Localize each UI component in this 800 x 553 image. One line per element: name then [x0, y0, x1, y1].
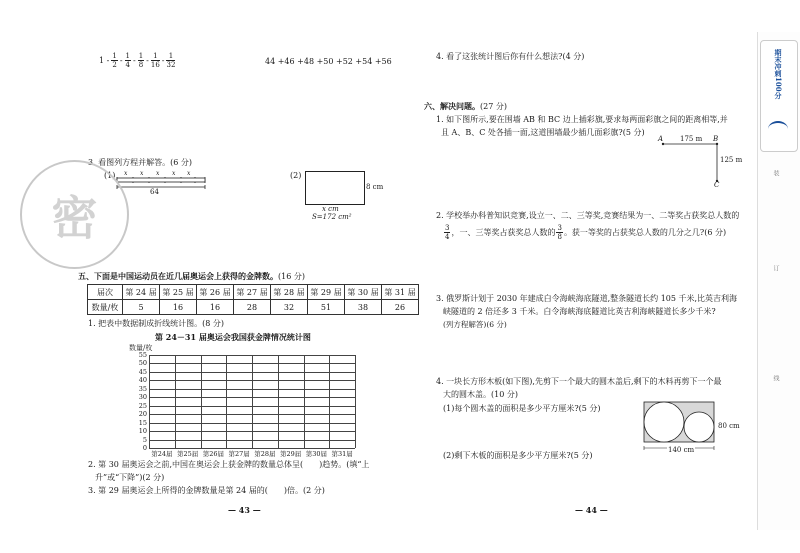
q3-part1-total: 64 — [150, 188, 159, 196]
wall-label-b: B — [713, 135, 719, 143]
y-tick-label: 10 — [138, 427, 147, 436]
table-value-cell: 26 — [382, 300, 419, 315]
y-tick-label: 5 — [142, 435, 147, 444]
page-number-left: — 43 — — [228, 505, 261, 515]
y-tick-label: 25 — [138, 401, 147, 410]
grid-horizontal-line — [149, 448, 355, 449]
wall-label-a: A — [658, 135, 664, 143]
section-6-text: 六、解决问题。 — [424, 101, 480, 111]
fraction-denominator: 8 — [138, 61, 144, 69]
chart-title: 第 24－31 届奥运会我国获金牌情况统计图 — [155, 332, 311, 342]
table-value-cell: 51 — [308, 300, 345, 315]
q3-segment-diagram — [115, 168, 210, 198]
x-tick-label: 第30届 — [305, 450, 328, 458]
fraction-numerator: 1 — [166, 52, 175, 61]
fraction — [138, 52, 144, 69]
q3-rect-side: 8 cm — [366, 183, 384, 191]
section-5-title — [78, 270, 305, 283]
watermark-stamp — [20, 160, 129, 269]
x-tick-label: 第31届 — [331, 450, 353, 458]
sidebar-label-2: 订 — [772, 265, 779, 271]
y-tick-label: 20 — [138, 410, 147, 419]
y-tick-label: 30 — [138, 393, 147, 402]
p2-frac1-num: 3 — [445, 224, 450, 232]
minus-sign: - — [119, 55, 123, 65]
wall-label-c: C — [714, 181, 720, 189]
problem-2-line2 — [443, 224, 726, 241]
table-header-cell: 第 29 届 — [308, 285, 345, 300]
table-value-cell: 32 — [271, 300, 308, 315]
fraction — [111, 52, 117, 69]
p2-text-post: 。获一等奖的占获奖总人数的几分之几?(6 分) — [563, 227, 727, 237]
minus-sign: - — [146, 55, 149, 65]
fraction-denominator: 16 — [150, 61, 160, 69]
grid-vertical-line — [329, 355, 330, 448]
brand-text: 期末冲刺100分 — [774, 49, 783, 99]
x-tick-label: 第29届 — [279, 450, 302, 458]
medal-table — [87, 284, 419, 315]
problem-4-q1: (1)每个圆木盖的面积是多少平方厘米?(5 分) — [443, 404, 601, 413]
grid-vertical-line — [355, 355, 356, 448]
minus-sign: - — [132, 55, 136, 65]
problem-4-q2: (2)剩下木板的面积是多少平方厘米?(5 分) — [443, 451, 593, 460]
q5-part3: 3. 第 29 届奥运会上所得的金牌数量是第 24 届的( )倍。(2 分) — [88, 486, 325, 495]
x-tick-label: 第28届 — [254, 450, 276, 458]
y-tick-label: 50 — [138, 359, 147, 368]
problem-4-line1: 4. 一块长方形木板(如下图),先剪下一个最大的圆木盖后,剩下的木料再剪下一个最 — [436, 377, 722, 386]
question-4: 4. 看了这张统计图后你有什么想法?(4 分) — [436, 52, 585, 61]
board-height: 80 cm — [718, 422, 740, 430]
seg-x-5: x — [187, 170, 191, 177]
p2-text-pre: ，一、三等奖占获奖总人数的 — [451, 227, 556, 237]
y-tick-label: 40 — [138, 376, 147, 385]
problem-2-line1: 2. 学校举办科普知识竞赛,设立一、二、三等奖,竞赛结果为一、二等奖占获奖总人数的 — [436, 211, 740, 220]
table-header-cell: 第 30 届 — [345, 285, 382, 300]
section-6-score: (27 分) — [480, 102, 507, 111]
calc-expression-1 — [99, 52, 176, 69]
calc1-fractions — [110, 52, 176, 69]
p2-frac2-den: 8 — [557, 233, 562, 241]
problem-3-line1: 3. 俄罗斯计划于 2030 年建成白令海峡海底隧道,整条隧道长约 105 千米,比英吉利海 — [436, 294, 738, 303]
x-tick-label: 第24届 — [151, 450, 173, 458]
question-3-title: 3. 看图列方程并解答。(6 分) — [88, 158, 193, 167]
x-tick-label: 第25届 — [176, 450, 199, 458]
table-value-cell: 28 — [234, 300, 271, 315]
q3-rect-area: S=172 cm² — [312, 213, 352, 221]
y-tick-label: 35 — [138, 384, 147, 393]
q3-rect-bottom: x cm — [322, 205, 339, 213]
section-5-text: 五、下面是中国运动员在近几届奥运会上获得的金牌数。 — [78, 271, 278, 281]
table-value-cell: 38 — [345, 300, 382, 315]
grid-vertical-line — [175, 355, 176, 448]
p2-frac1-den: 4 — [445, 233, 450, 241]
table-header-cell: 第 31 届 — [382, 285, 419, 300]
brand-tab — [760, 40, 798, 152]
grid-vertical-line — [278, 355, 279, 448]
table-value-cell: 16 — [197, 300, 234, 315]
minus-sign: - — [161, 55, 165, 65]
table-header-cell: 第 27 届 — [234, 285, 271, 300]
table-row-label: 数量/枚 — [88, 300, 123, 315]
seg-x-3: x — [156, 170, 160, 177]
wall-label-ab: 175 m — [680, 135, 703, 143]
seg-x-4: x — [172, 170, 176, 177]
q3-part2-label: (2) — [290, 171, 302, 180]
table-header-row — [88, 285, 419, 300]
p2-frac2-num: 3 — [557, 224, 562, 232]
stamp-glyph: 密 — [51, 190, 98, 245]
chart-plot-area — [149, 355, 355, 448]
p2-fraction-2 — [556, 224, 562, 241]
board-width: 140 cm — [668, 446, 695, 454]
fraction-denominator: 2 — [112, 61, 117, 69]
brand-logo-icon — [768, 121, 788, 137]
table-value-cell: 5 — [123, 300, 160, 315]
fraction — [166, 52, 175, 69]
problem-3-line2: 峡隧道的 2 倍还多 3 千米。白令海峡海底隧道比英吉利海峡隧道长多少千米? — [443, 307, 716, 316]
page-number-right: — 44 — — [575, 505, 608, 515]
y-tick-label: 15 — [138, 418, 147, 427]
p2-fraction-1 — [444, 224, 450, 241]
fraction-denominator: 4 — [125, 61, 130, 69]
grid-vertical-line — [226, 355, 227, 448]
fraction — [151, 52, 160, 69]
grid-vertical-line — [252, 355, 253, 448]
problem-4-line2: 大的圆木盖。(10 分) — [443, 390, 518, 399]
calc1-lead: 1 - — [99, 55, 110, 65]
y-tick-label: 45 — [138, 367, 147, 376]
line-chart-grid — [125, 342, 355, 462]
table-value-row — [88, 300, 419, 315]
table-header-cell: 届次 — [88, 285, 123, 300]
grid-vertical-line — [201, 355, 202, 448]
y-tick-label: 0 — [142, 444, 147, 452]
y-tick-label: 55 — [138, 351, 147, 359]
q3-rectangle — [305, 171, 365, 205]
fraction-numerator: 1 — [151, 52, 160, 61]
x-tick-label: 第27届 — [228, 450, 250, 458]
problem-1-line2: 且 A、B、C 处各插一面,这道围墙最少插几面彩旗?(5 分) — [441, 128, 645, 137]
grid-vertical-line — [304, 355, 305, 448]
problem-1-line1: 1. 如下图所示,要在围墙 AB 和 BC 边上插彩旗,要求每两面彩旗之间的距离相等,并 — [436, 115, 728, 124]
section-6-title — [424, 100, 507, 113]
fraction-numerator: 1 — [112, 52, 117, 60]
fraction-numerator: 1 — [138, 52, 144, 60]
table-header-cell: 第 26 届 — [197, 285, 234, 300]
q3-part1-label: (1) — [104, 171, 116, 180]
section-5-score: (16 分) — [278, 272, 305, 281]
fraction-denominator: 32 — [166, 61, 176, 69]
wall-label-bc: 125 m — [720, 156, 743, 164]
table-header-cell: 第 24 届 — [123, 285, 160, 300]
seg-x-1: x — [124, 170, 128, 177]
problem-3-line3: (列方程解答)(6 分) — [443, 320, 507, 329]
calc-expression-2: 44 +46 +48 +50 +52 +54 +56 — [265, 57, 392, 66]
grid-vertical-line — [149, 355, 150, 448]
q5-part2-line2: 升”或“下降”)(2 分) — [95, 473, 165, 482]
chart-ylabel: 数量/枚 — [129, 344, 153, 352]
fraction — [125, 52, 131, 69]
x-tick-label: 第26届 — [202, 450, 225, 458]
q5-part1: 1. 把表中数据制成折线统计图。(8 分) — [88, 319, 225, 328]
table-value-cell: 16 — [160, 300, 197, 315]
sidebar-label-3: 线 — [772, 375, 779, 381]
sidebar-label-1: 装 — [772, 170, 779, 176]
seg-x-2: x — [140, 170, 144, 177]
q5-part2-line1: 2. 第 30 届奥运会之前,中国在奥运会上获金牌的数量总体呈( )趋势。(填“上 — [88, 460, 370, 469]
table-header-cell: 第 28 届 — [271, 285, 308, 300]
fraction-numerator: 1 — [125, 52, 130, 60]
table-header-cell: 第 25 届 — [160, 285, 197, 300]
